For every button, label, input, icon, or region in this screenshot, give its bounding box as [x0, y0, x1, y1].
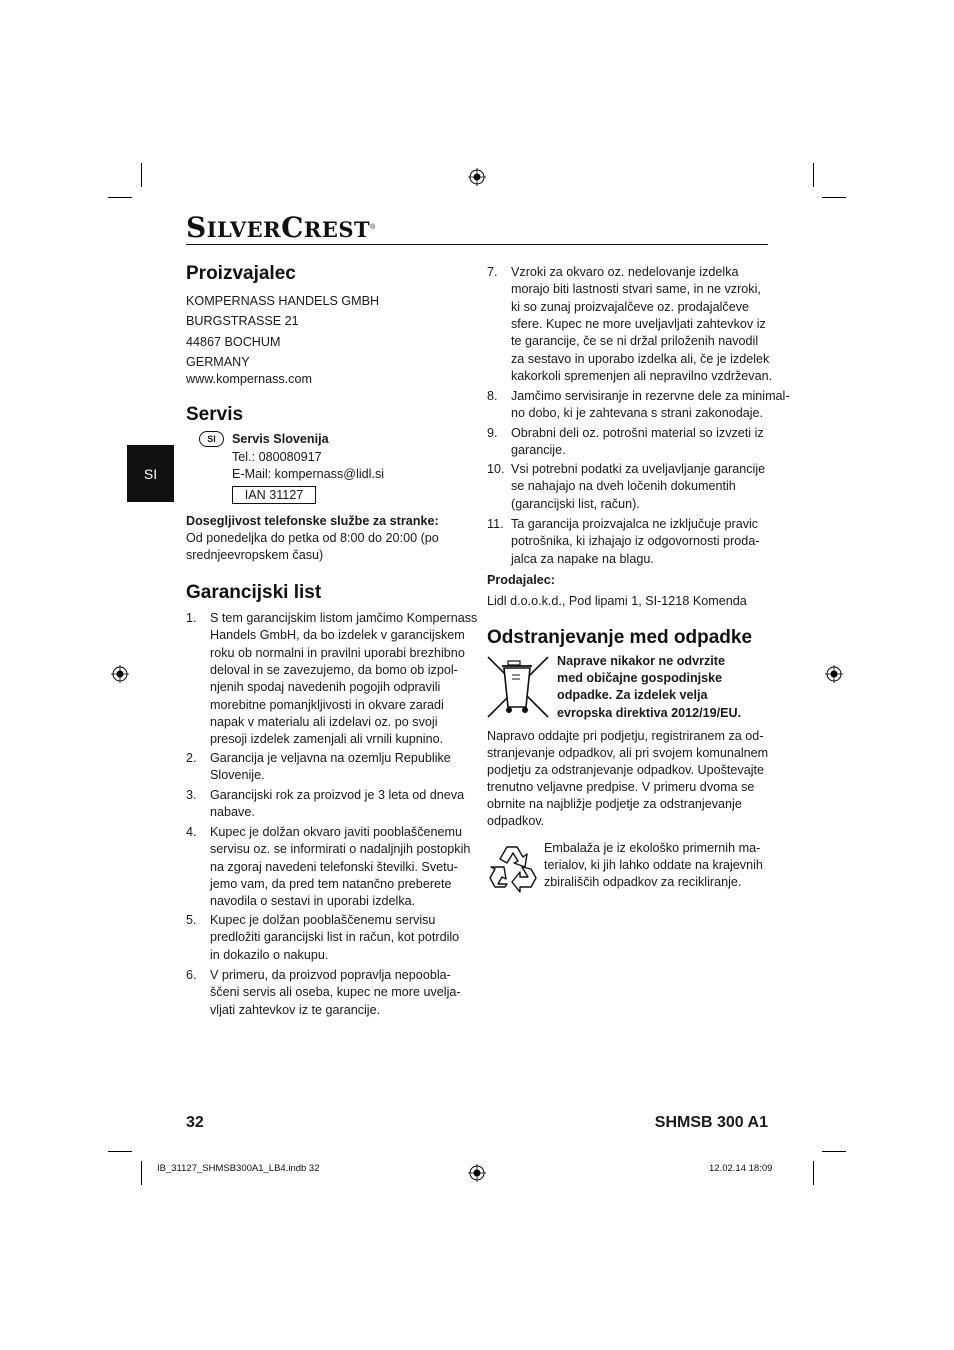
warranty-item-line: nabave.: [210, 805, 255, 820]
country-badge: SI: [199, 431, 224, 447]
disposal-warning: evropska direktiva 2012/19/EU.: [557, 706, 742, 720]
warranty-item-line: V primeru, da proizvod popravlja nepoobla-: [210, 968, 451, 982]
registration-mark-icon: [825, 665, 843, 683]
warranty-item-line: Obrabni deli oz. potrošni material so izvzeti iz: [511, 426, 764, 440]
warranty-item-line: za sestavo in uporabo izdelka ali, če je izdelek: [511, 351, 770, 366]
model-number: SHMSB 300 A1: [654, 1114, 768, 1131]
manufacturer-website: www.kompernass.com: [186, 372, 312, 386]
disposal-body: odpadkov.: [487, 814, 545, 828]
hotline-text: srednjeevropskem času): [186, 548, 324, 562]
warranty-item-line: Kupec je dolžan okvaro javiti pooblaščenemu: [210, 825, 463, 839]
recycle-text: terialov, ki jih lahko oddate na krajevnih: [544, 858, 763, 872]
manufacturer-line: GERMANY: [186, 355, 250, 369]
disposal-body: obrnite na najbližje podjetje za odstranjevanje: [487, 797, 742, 811]
warranty-item-line: potrošnika, ki izhajajo iz odgovornosti proda-: [511, 534, 760, 549]
recycle-icon: [487, 841, 539, 893]
crop-mark: [813, 1161, 814, 1185]
silvercrest-logo: SILVERCREST®: [186, 211, 376, 244]
registration-mark-icon: [468, 168, 486, 186]
crop-mark: [141, 163, 142, 187]
warranty-item-line: S tem garancijskim listom jamčimo Kompernass: [210, 611, 478, 625]
warranty-item-line: servisu oz. se informirati o nadaljnjih postopkih: [210, 842, 471, 857]
warranty-item-number: 8.: [487, 389, 498, 403]
warranty-item-line: Vsi potrebni podatki za uveljavljanje garancije: [511, 462, 766, 476]
warranty-item-line: se nahajajo na dveh ločenih dokumentih: [511, 479, 736, 494]
warranty-item-line: kakorkoli spremenjen ali nepravilno vzdrževan.: [511, 368, 773, 383]
service-email: E-Mail: kompernass@lidl.si: [232, 467, 385, 481]
warranty-item-line: ki so zunaj proizvajalčeve oz. prodajalčeve: [511, 299, 750, 314]
disposal-warning: med običajne gospodinjske: [557, 671, 723, 685]
service-phone: Tel.: 080080917: [232, 450, 322, 464]
crop-mark: [822, 1151, 846, 1152]
crop-mark: [108, 1151, 132, 1152]
warranty-item-number: 6.: [186, 968, 197, 982]
manufacturer-heading: Proizvajalec: [186, 263, 296, 284]
warranty-item-line: Ta garancija proizvajalca ne izključuje pravic: [511, 517, 759, 531]
warranty-item-line: Vzroki za okvaro oz. nedelovanje izdelka: [511, 265, 739, 279]
crossed-bin-icon: [482, 653, 554, 721]
crop-mark: [813, 163, 814, 187]
crop-mark: [822, 197, 846, 198]
warranty-item-line: njenih spodaj navedenih pogojih odpravili: [210, 680, 441, 695]
manufacturer-line: BURGSTRASSE 21: [186, 314, 299, 328]
warranty-item-line: Slovenije.: [210, 768, 265, 783]
disposal-body: Napravo oddajte pri podjetju, registriranem za od-: [487, 729, 764, 743]
crop-mark: [141, 1161, 142, 1185]
registration-mark-icon: [468, 1164, 486, 1182]
recycle-text: Embalaža je iz ekološko primernih ma-: [544, 841, 761, 855]
print-slug-date: 12.02.14 18:09: [709, 1163, 773, 1174]
warranty-item-line: (garancijski list, račun).: [511, 496, 640, 511]
service-heading: Servis: [186, 404, 244, 425]
seller-text: Lidl d.o.o.k.d., Pod lipami 1, SI-1218 Komenda: [487, 594, 747, 608]
disposal-heading: Odstranjevanje med odpadke: [487, 627, 753, 648]
warranty-item-number: 4.: [186, 825, 197, 839]
page-number: 32: [186, 1114, 204, 1131]
warranty-item-line: sfere. Kupec ne more uveljavljati zahtevkov iz: [511, 316, 766, 331]
registration-mark-icon: [111, 665, 129, 683]
warranty-item-line: vljati zahtevkov iz te garancije.: [210, 1002, 381, 1017]
warranty-item-line: napak v materialu ali izdelavi oz. po svoji: [210, 714, 438, 729]
warranty-item-line: jalca za napake na blagu.: [511, 551, 654, 566]
warranty-item-line: roku ob normalni in pravilni uporabi brezhibno: [210, 645, 465, 660]
warranty-heading: Garancijski list: [186, 582, 322, 603]
warranty-item-number: 2.: [186, 751, 197, 765]
warranty-item-line: no dobo, ki je zahtevana s strani zakonodaje.: [511, 406, 764, 421]
warranty-item-line: predložiti garancijski list in račun, kot potrdilo: [210, 930, 460, 945]
manufacturer-line: KOMPERNASS HANDELS GMBH: [186, 294, 380, 308]
warranty-item-line: Jamčimo servisiranje in rezervne dele za minimal-: [511, 389, 790, 403]
warranty-item-line: garancije.: [511, 443, 566, 458]
warranty-item-number: 7.: [487, 265, 498, 279]
warranty-item-line: jemo vam, da pred tem natančno preberete: [210, 876, 452, 891]
warranty-item-line: na zgoraj navedeni telefonski številki. Svetu-: [210, 859, 458, 874]
warranty-item-line: deloval in se zavezujemo, da bomo ob izpol-: [210, 662, 458, 677]
disposal-body: trenutno veljavne predpise. V primeru dvoma se: [487, 780, 755, 794]
disposal-warning: odpadke. Za izdelek velja: [557, 688, 708, 702]
disposal-warning: Naprave nikakor ne odvrzite: [557, 654, 725, 668]
disposal-body: podjetju za odstranjevanje odpadkov. Upoštevajte: [487, 763, 765, 777]
warranty-item-line: morajo biti lastnosti stvari same, in ne vzroki,: [511, 282, 761, 297]
print-slug-file: IB_31127_SHMSB300A1_LB4.indb 32: [157, 1163, 320, 1174]
header-rule: [186, 244, 768, 245]
seller-title: Prodajalec:: [487, 573, 555, 587]
language-tab: SI: [127, 445, 174, 502]
warranty-item-line: morebitne pomanjkljivosti in okvare zaradi: [210, 697, 444, 712]
warranty-item-line: Garancijski rok za proizvod je 3 leta od dneva: [210, 788, 465, 802]
warranty-item-line: te garancije, če se ni držal priloženih navodil: [511, 334, 759, 349]
warranty-item-number: 3.: [186, 788, 197, 802]
ian-box: IAN 31127: [232, 486, 316, 504]
warranty-item-line: presoji izdelek zamenjali ali vrnili kupnino.: [210, 732, 444, 747]
disposal-body: stranjevanje odpadkov, ali pri svojem komunalnem: [487, 746, 769, 760]
warranty-item-number: 1.: [186, 611, 197, 625]
warranty-item-number: 9.: [487, 426, 498, 440]
crop-mark: [108, 197, 132, 198]
warranty-item-number: 11.: [487, 517, 504, 531]
service-name: Servis Slovenija: [232, 432, 329, 446]
warranty-item-line: in dokazilo o nakupu.: [210, 947, 329, 962]
warranty-item-number: 10.: [487, 462, 505, 476]
hotline-title: Dosegljivost telefonske službe za stranke:: [186, 514, 439, 528]
hotline-text: Od ponedeljka do petka od 8:00 do 20:00 (po: [186, 531, 439, 545]
warranty-item-line: Handels GmbH, da bo izdelek v garancijskem: [210, 628, 465, 643]
manufacturer-line: 44867 BOCHUM: [186, 335, 281, 349]
recycle-text: zbirališčih odpadkov za recikliranje.: [544, 875, 742, 889]
warranty-item-line: Kupec je dolžan pooblaščenemu servisu: [210, 913, 436, 927]
warranty-item-line: ščeni servis ali oseba, kupec ne more uvelja-: [210, 985, 461, 1000]
warranty-item-line: Garancija je veljavna na ozemlju Republike: [210, 751, 451, 765]
warranty-item-number: 5.: [186, 913, 197, 927]
warranty-item-line: navodila o sestavi in uporabi izdelka.: [210, 894, 416, 909]
